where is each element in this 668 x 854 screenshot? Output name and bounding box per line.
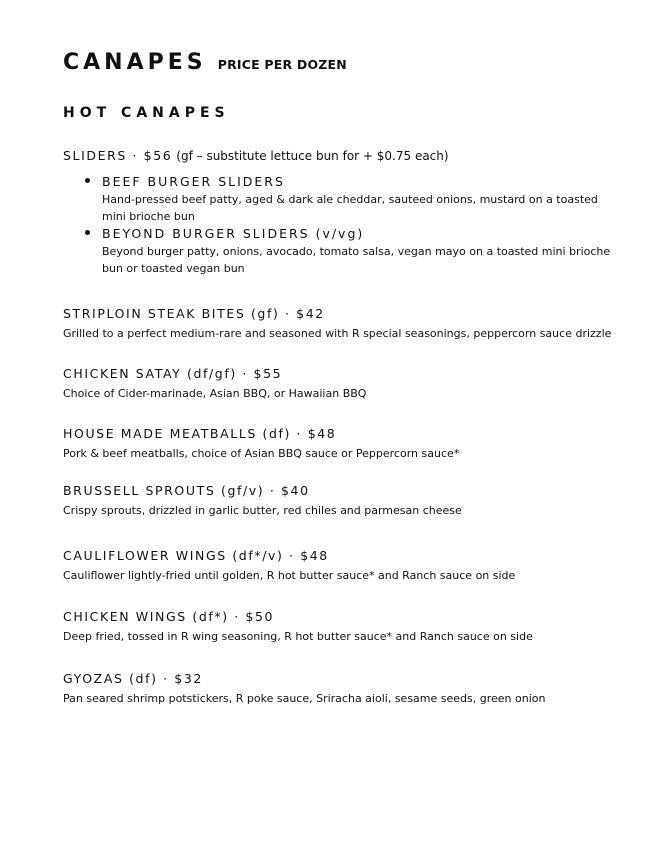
sub-item-name: BEYOND BURGER SLIDERS (v/vg)	[102, 226, 365, 241]
item-description: Crispy sprouts, drizzled in garlic butter, red chiles and parmesan cheese	[63, 504, 462, 517]
page-subtitle: PRICE PER DOZEN	[217, 57, 347, 72]
sub-item-beef-burger	[63, 173, 623, 225]
page-title: CANAPES	[63, 50, 207, 75]
item-name: STRIPLOIN STEAK BITES (gf) · $42	[63, 306, 325, 321]
item-name: GYOZAS (df) · $32	[63, 671, 203, 686]
menu-item-chicken-wings	[63, 609, 633, 645]
item-description: Deep fried, tossed in R wing seasoning, R hot butter sauce* and Ranch sauce on side	[63, 630, 533, 643]
item-description: Grilled to a perfect medium-rare and seasoned with R special seasonings, peppercorn sauce drizzle	[63, 327, 612, 340]
item-name: CHICKEN SATAY (df/gf) · $55	[63, 366, 283, 381]
item-name: BRUSSELL SPROUTS (gf/v) · $40	[63, 483, 310, 498]
sub-item-description: Hand-pressed beef patty, aged & dark ale cheddar, sauteed onions, mustard on a toasted mini brioche bun	[102, 193, 598, 223]
item-name: CAULIFLOWER WINGS (df*/v) · $48	[63, 548, 329, 563]
menu-item-cauliflower-wings	[63, 548, 633, 584]
sub-item-beyond-burger	[63, 225, 623, 277]
bullet-icon	[85, 178, 90, 183]
item-description: Choice of Cider-marinade, Asian BBQ, or Hawaiian BBQ	[63, 387, 367, 400]
sub-item-description: Beyond burger patty, onions, avocado, tomato salsa, vegan mayo on a toasted mini brioche bun or toasted vegan bun	[102, 245, 611, 275]
item-name: CHICKEN WINGS (df*) · $50	[63, 609, 275, 624]
menu-item-chicken-satay	[63, 366, 633, 402]
menu-item-meatballs	[63, 426, 633, 462]
menu-item-gyozas	[63, 671, 633, 707]
section-heading: HOT CANAPES	[63, 105, 230, 121]
item-description: Cauliflower lightly-fried until golden, R hot butter sauce* and Ranch sauce on side	[63, 569, 516, 582]
sub-item-name: BEEF BURGER SLIDERS	[102, 174, 285, 189]
sliders-heading	[63, 148, 449, 163]
sliders-name: SLIDERS · $56	[63, 148, 173, 163]
item-description: Pork & beef meatballs, choice of Asian BBQ sauce or Peppercorn sauce*	[63, 447, 460, 460]
sliders-sub-list	[63, 173, 623, 277]
menu-item-striploin	[63, 306, 633, 342]
title-row	[63, 50, 347, 75]
sliders-note: (gf – substitute lettuce bun for + $0.75 each)	[176, 149, 449, 163]
bullet-icon	[85, 230, 90, 235]
item-name: HOUSE MADE MEATBALLS (df) · $48	[63, 426, 337, 441]
item-description: Pan seared shrimp potstickers, R poke sauce, Sriracha aioli, sesame seeds, green onion	[63, 692, 546, 705]
menu-item-brussell-sprouts	[63, 483, 633, 519]
